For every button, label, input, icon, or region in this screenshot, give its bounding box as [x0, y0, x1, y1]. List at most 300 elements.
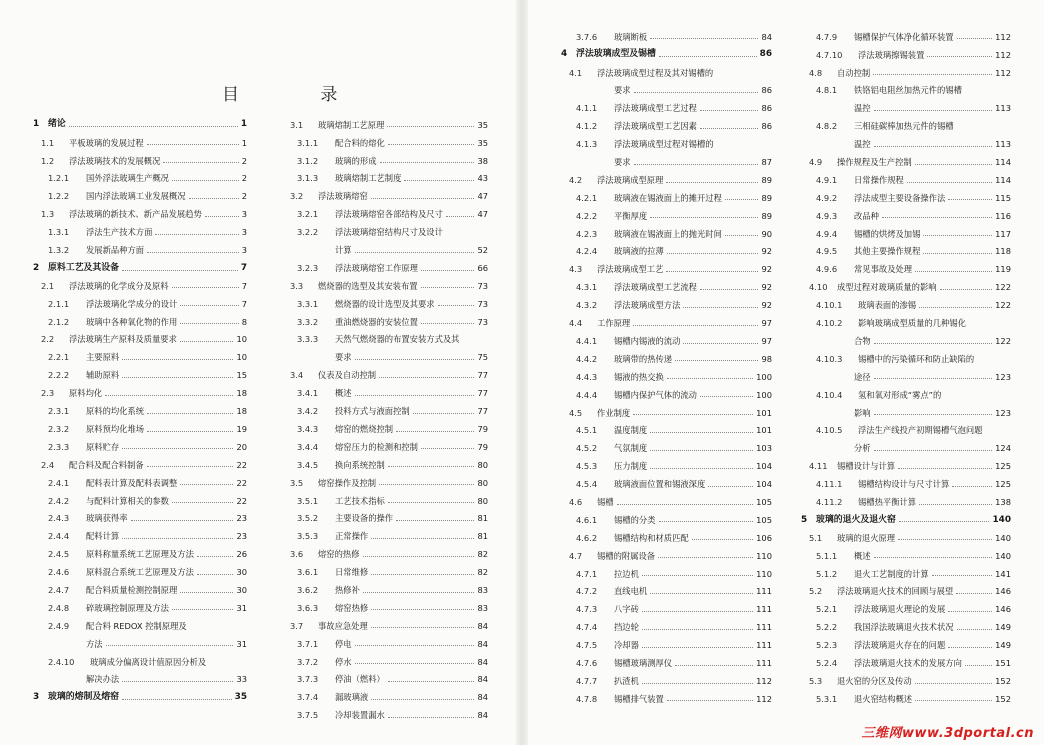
toc-entry[interactable] [33, 116, 247, 134]
toc-entry-number: 3.4.4 [297, 441, 319, 452]
toc-entry[interactable] [801, 261, 1011, 279]
toc-entry-title: 配合料的熔化 [335, 137, 385, 148]
toc-entry[interactable] [801, 636, 1011, 654]
toc-entry-page: 73 [477, 280, 488, 291]
toc-entry[interactable] [801, 153, 1011, 171]
toc-entry[interactable] [33, 671, 247, 689]
toc-entry-number: 3.1.1 [297, 137, 319, 148]
toc-entry[interactable] [561, 690, 772, 708]
toc-entry[interactable] [561, 547, 772, 565]
dot-leader [180, 592, 233, 593]
toc-entry-title: 浮法玻璃的新技术、新产品发展趋势 [69, 209, 202, 220]
toc-entry-number: 5.2.1 [816, 604, 838, 615]
toc-entry-number: 5.2.2 [816, 622, 838, 633]
toc-entry[interactable] [33, 492, 247, 510]
toc-entry-page: 122 [995, 335, 1011, 346]
toc-entry-title: 氢和氧对形成“雾点”的 [858, 389, 942, 400]
toc-entry[interactable] [282, 671, 488, 689]
toc-entry-title: 日常维修 [335, 567, 369, 578]
toc-entry[interactable] [33, 689, 247, 707]
toc-entry[interactable] [33, 313, 247, 331]
toc-entry-title: 平板玻璃的发展过程 [69, 137, 144, 148]
toc-entry[interactable] [561, 654, 772, 672]
toc-entry-title: 浮法玻璃化学成分的设计 [86, 298, 178, 309]
toc-entry-page: 20 [236, 441, 247, 452]
toc-entry-page: 101 [756, 407, 772, 418]
toc-entry[interactable] [561, 189, 772, 207]
toc-entry-title: 退火窑结构概述 [854, 693, 913, 704]
toc-entry-number: 3.6.3 [297, 602, 319, 613]
toc-entry[interactable] [282, 134, 488, 152]
toc-entry[interactable] [33, 277, 247, 295]
toc-entry-title: 铁铬铝电阻丝加热元件的锡槽 [854, 85, 962, 96]
toc-entry-title: 平衡厚度 [614, 210, 648, 221]
toc-entry-title: 锡槽玻璃测厚仪 [614, 657, 673, 668]
toc-entry-number: 4.11.1 [816, 479, 843, 490]
toc-entry[interactable] [282, 170, 488, 188]
toc-entry[interactable] [282, 420, 488, 438]
toc-title: 目 录 [222, 85, 376, 105]
toc-column-3 [561, 28, 772, 708]
toc-entry[interactable] [33, 527, 247, 545]
toc-entry-page: 112 [995, 49, 1011, 60]
toc-entry-number: 1 [33, 119, 40, 130]
toc-entry[interactable] [801, 529, 1011, 547]
toc-entry-title: 作业制度 [597, 407, 631, 418]
toc-entry-page: 111 [756, 657, 772, 668]
toc-entry[interactable] [282, 402, 488, 420]
dot-leader [666, 182, 758, 183]
toc-entry[interactable] [801, 332, 1011, 350]
toc-entry[interactable] [801, 583, 1011, 601]
toc-entry[interactable] [801, 135, 1011, 153]
toc-entry[interactable] [801, 350, 1011, 368]
toc-entry-number: 4.8.2 [816, 121, 838, 132]
toc-entry-title: 玻璃成分偏离设计值原因分析及 [90, 656, 207, 667]
toc-entry[interactable] [561, 583, 772, 601]
toc-entry[interactable] [282, 277, 488, 295]
toc-entry[interactable] [801, 457, 1011, 475]
toc-entry[interactable] [801, 296, 1011, 314]
toc-entry-number: 3.6.1 [297, 567, 319, 578]
dot-leader [650, 432, 753, 433]
toc-entry-title: 浮法玻璃熔窑工作原理 [335, 262, 418, 273]
toc-entry-page: 47 [477, 191, 488, 202]
toc-entry[interactable] [33, 563, 247, 581]
toc-entry-number: 4.1.2 [576, 121, 598, 132]
toc-entry[interactable] [801, 368, 1011, 386]
toc-entry-page: 47 [477, 209, 488, 220]
dot-leader [650, 468, 753, 469]
toc-entry[interactable] [33, 152, 247, 170]
toc-entry[interactable] [801, 46, 1011, 64]
toc-entry[interactable] [561, 135, 772, 153]
dot-leader [898, 539, 992, 540]
toc-entry[interactable] [282, 474, 488, 492]
dot-leader [919, 307, 992, 308]
toc-entry[interactable] [561, 368, 772, 386]
toc-entry[interactable] [561, 153, 772, 171]
toc-entry-page: 100 [756, 371, 772, 382]
toc-entry-number: 3.1.2 [297, 155, 319, 166]
dot-leader [650, 593, 753, 594]
toc-entry-number: 3.7.1 [297, 638, 319, 649]
toc-entry[interactable] [561, 439, 772, 457]
toc-entry[interactable] [561, 511, 772, 529]
toc-entry[interactable] [33, 545, 247, 563]
toc-entry-title: 分析 [854, 443, 871, 454]
toc-entry-number: 2.4.1 [48, 477, 70, 488]
toc-entry-title: 原料混合系统工艺原理及方法 [86, 567, 194, 578]
toc-entry[interactable] [561, 493, 772, 511]
toc-entry[interactable] [282, 689, 488, 707]
toc-entry[interactable] [33, 241, 247, 259]
toc-entry[interactable] [801, 422, 1011, 440]
toc-entry[interactable] [282, 438, 488, 456]
toc-entry-title: 概述 [854, 550, 871, 561]
toc-entry-page: 77 [477, 388, 488, 399]
toc-entry-page: 23 [236, 531, 247, 542]
toc-entry[interactable] [282, 241, 488, 259]
toc-entry[interactable] [282, 188, 488, 206]
dot-leader [421, 323, 474, 324]
dot-leader [131, 520, 234, 521]
toc-entry[interactable] [282, 581, 488, 599]
toc-entry-page: 113 [995, 139, 1011, 150]
toc-entry-title: 仪表及自动控制 [318, 370, 377, 381]
dot-leader [180, 341, 234, 342]
toc-entry-title: 浮法玻璃熔窑各部结构及尺寸 [335, 209, 443, 220]
toc-entry-title: 绪论 [48, 119, 66, 130]
toc-entry-page: 92 [761, 264, 772, 275]
toc-entry[interactable] [282, 384, 488, 402]
toc-entry[interactable] [33, 438, 247, 456]
toc-entry[interactable] [561, 529, 772, 547]
dot-leader [388, 144, 475, 145]
toc-entry-page: 118 [995, 246, 1011, 257]
toc-entry[interactable] [561, 171, 772, 189]
toc-entry-page: 83 [477, 584, 488, 595]
toc-entry-number: 4.9.2 [816, 192, 838, 203]
toc-entry[interactable] [33, 510, 247, 528]
toc-entry-title: 浮法玻璃的化学成分及原料 [69, 280, 169, 291]
toc-entry-number: 4.5.4 [576, 479, 598, 490]
dot-leader [873, 74, 992, 75]
toc-entry-number: 1.3.2 [48, 245, 70, 256]
toc-entry-number: 4.4 [569, 318, 583, 329]
toc-entry-page: 79 [477, 441, 488, 452]
dot-leader [446, 216, 475, 217]
toc-entry[interactable] [561, 457, 772, 475]
toc-entry-number: 4.5.3 [576, 461, 598, 472]
dot-leader [379, 377, 474, 378]
toc-entry[interactable] [561, 46, 772, 64]
toc-entry-title: 玻璃的退火及退火窑 [816, 514, 896, 525]
toc-entry[interactable] [801, 565, 1011, 583]
toc-entry-title: 合物 [854, 335, 871, 346]
toc-entry[interactable] [561, 601, 772, 619]
toc-entry[interactable] [561, 350, 772, 368]
toc-entry-title: 锡槽的附属设备 [597, 550, 656, 561]
toc-entry-title: 配料表计算及配料表调整 [86, 477, 178, 488]
toc-entry-page: 84 [477, 674, 488, 685]
toc-entry[interactable] [282, 635, 488, 653]
toc-entry[interactable] [561, 100, 772, 118]
toc-entry-page: 125 [995, 479, 1011, 490]
toc-entry[interactable] [561, 565, 772, 583]
dot-leader [155, 234, 238, 235]
toc-entry[interactable] [561, 636, 772, 654]
toc-entry[interactable] [801, 690, 1011, 708]
dot-leader [371, 574, 474, 575]
toc-entry[interactable] [561, 422, 772, 440]
toc-entry-title: 锡槽内锡液的流动 [614, 335, 681, 346]
toc-entry[interactable] [801, 171, 1011, 189]
toc-entry[interactable] [801, 547, 1011, 565]
dot-leader [172, 180, 239, 181]
toc-entry-number: 4.7.5 [576, 640, 598, 651]
toc-entry[interactable] [801, 672, 1011, 690]
toc-entry[interactable] [282, 205, 488, 223]
toc-entry-page: 80 [477, 459, 488, 470]
toc-entry-page: 38 [477, 155, 488, 166]
toc-entry[interactable] [801, 28, 1011, 46]
dot-leader [927, 56, 992, 57]
toc-entry-number: 5.2.3 [816, 640, 838, 651]
toc-entry[interactable] [801, 654, 1011, 672]
toc-entry-number: 4.2.3 [576, 228, 598, 239]
toc-entry[interactable] [282, 116, 488, 134]
toc-entry[interactable] [282, 527, 488, 545]
toc-entry[interactable] [282, 456, 488, 474]
toc-entry[interactable] [801, 82, 1011, 100]
toc-entry[interactable] [561, 314, 772, 332]
toc-entry[interactable] [33, 599, 247, 617]
toc-entry[interactable] [33, 366, 247, 384]
toc-entry[interactable] [561, 207, 772, 225]
toc-entry-page: 84 [477, 638, 488, 649]
dot-leader [122, 448, 233, 449]
toc-entry[interactable] [801, 475, 1011, 493]
toc-entry-number: 1.3.1 [48, 227, 70, 238]
toc-entry[interactable] [282, 295, 488, 313]
toc-entry-number: 4.10.5 [816, 425, 843, 436]
toc-entry[interactable] [801, 511, 1011, 529]
toc-entry-title: 玻璃液面位置和锡液深度 [614, 479, 706, 490]
toc-entry-page: 111 [756, 622, 772, 633]
toc-entry[interactable] [561, 117, 772, 135]
toc-entry[interactable] [561, 261, 772, 279]
toc-entry-title: 锡槽结构设计与尺寸计算 [858, 479, 950, 490]
toc-entry-page: 124 [995, 443, 1011, 454]
toc-entry[interactable] [282, 492, 488, 510]
dot-leader [147, 431, 233, 432]
toc-entry[interactable] [801, 189, 1011, 207]
toc-entry[interactable] [33, 384, 247, 402]
toc-entry[interactable] [33, 205, 247, 223]
toc-entry[interactable] [282, 653, 488, 671]
dot-leader [180, 323, 238, 324]
toc-entry[interactable] [33, 635, 247, 653]
toc-entry-page: 80 [477, 477, 488, 488]
toc-entry[interactable] [282, 510, 488, 528]
toc-entry[interactable] [801, 493, 1011, 511]
toc-entry[interactable] [801, 117, 1011, 135]
dot-leader [952, 486, 992, 487]
toc-entry[interactable] [561, 64, 772, 82]
dot-leader [692, 539, 753, 540]
toc-entry[interactable] [282, 545, 488, 563]
toc-entry[interactable] [801, 601, 1011, 619]
toc-entry-number: 4.9.1 [816, 174, 838, 185]
dot-leader [388, 466, 475, 467]
toc-entry-number: 2.4.8 [48, 602, 70, 613]
toc-entry[interactable] [282, 331, 488, 349]
toc-entry[interactable] [801, 439, 1011, 457]
toc-entry[interactable] [33, 420, 247, 438]
toc-entry[interactable] [33, 653, 247, 671]
toc-entry[interactable] [801, 314, 1011, 332]
toc-entry-page: 73 [477, 298, 488, 309]
toc-entry[interactable] [282, 259, 488, 277]
toc-entry-number: 2.4.2 [48, 495, 70, 506]
toc-entry-page: 110 [756, 550, 772, 561]
toc-entry[interactable] [561, 296, 772, 314]
toc-entry[interactable] [561, 225, 772, 243]
dot-leader [197, 574, 234, 575]
toc-entry[interactable] [282, 563, 488, 581]
toc-entry-number: 4.4.3 [576, 371, 598, 382]
toc-entry[interactable] [561, 618, 772, 636]
toc-entry[interactable] [561, 404, 772, 422]
dot-leader [667, 378, 753, 379]
toc-entry-number: 3.7.3 [297, 674, 319, 685]
toc-entry[interactable] [801, 64, 1011, 82]
toc-entry-title: 计算 [335, 245, 352, 256]
toc-entry[interactable] [33, 349, 247, 367]
toc-entry-title: 成型过程对玻璃质量的影响 [837, 282, 937, 293]
toc-entry[interactable] [33, 295, 247, 313]
toc-entry-page: 111 [756, 586, 772, 597]
toc-entry-number: 4.5 [569, 407, 583, 418]
toc-entry-page: 112 [756, 675, 772, 686]
toc-entry[interactable] [282, 366, 488, 384]
toc-entry[interactable] [801, 225, 1011, 243]
toc-entry[interactable] [33, 188, 247, 206]
toc-entry[interactable] [33, 170, 247, 188]
toc-entry[interactable] [282, 349, 488, 367]
toc-entry-number: 3.4 [290, 370, 304, 381]
toc-entry[interactable] [801, 100, 1011, 118]
toc-entry-number: 2.4.3 [48, 513, 70, 524]
toc-entry-page: 82 [477, 549, 488, 560]
toc-entry-number: 4.7.1 [576, 568, 598, 579]
toc-entry[interactable] [282, 706, 488, 724]
toc-entry[interactable] [282, 152, 488, 170]
toc-entry-number: 3.1 [290, 119, 304, 130]
toc-entry[interactable] [801, 207, 1011, 225]
toc-entry-number: 1.2.2 [48, 191, 70, 202]
toc-entry-title: 原料工艺及其设备 [48, 262, 119, 273]
toc-entry-title: 直线电机 [614, 586, 648, 597]
toc-entry[interactable] [33, 134, 247, 152]
dot-leader [147, 252, 239, 253]
toc-entry-number: 4.1 [569, 67, 583, 78]
toc-entry-number: 3.7.5 [297, 710, 319, 721]
toc-entry-title: 配合料质量检测控制原理 [86, 584, 178, 595]
toc-entry[interactable] [33, 474, 247, 492]
toc-entry[interactable] [561, 386, 772, 404]
toc-entry[interactable] [561, 672, 772, 690]
dot-leader [642, 683, 753, 684]
toc-entry-number: 4.3 [569, 264, 583, 275]
toc-entry[interactable] [33, 581, 247, 599]
toc-entry[interactable] [801, 618, 1011, 636]
toc-entry-page: 26 [236, 549, 247, 560]
toc-entry[interactable] [561, 475, 772, 493]
toc-entry[interactable] [33, 456, 247, 474]
toc-entry[interactable] [801, 278, 1011, 296]
dot-leader [371, 627, 475, 628]
toc-entry[interactable] [33, 402, 247, 420]
toc-entry-number: 4.7.2 [576, 586, 598, 597]
dot-leader [948, 611, 992, 612]
toc-entry-page: 73 [477, 316, 488, 327]
toc-entry-number: 3.2.1 [297, 209, 319, 220]
toc-entry[interactable] [561, 82, 772, 100]
toc-entry-number: 5 [801, 514, 808, 525]
toc-entry-page: 140 [995, 532, 1011, 543]
dot-leader [122, 270, 238, 271]
toc-entry-page: 140 [995, 550, 1011, 561]
toc-entry-title: 我国浮法玻璃退火技术状况 [854, 622, 954, 633]
toc-entry[interactable] [801, 386, 1011, 404]
toc-entry[interactable] [282, 599, 488, 617]
toc-entry[interactable] [561, 278, 772, 296]
toc-entry-number: 4.9.6 [816, 264, 838, 275]
toc-entry[interactable] [282, 313, 488, 331]
toc-entry[interactable] [33, 223, 247, 241]
toc-entry-number: 4.9.3 [816, 210, 838, 221]
toc-entry-page: 105 [756, 514, 772, 525]
toc-entry[interactable] [801, 404, 1011, 422]
toc-entry-title: 拉边机 [614, 568, 639, 579]
toc-entry-page: 80 [477, 495, 488, 506]
toc-entry-number: 5.3 [809, 675, 823, 686]
dot-leader [700, 396, 753, 397]
toc-entry[interactable] [282, 617, 488, 635]
toc-entry-number: 4.7.10 [816, 49, 843, 60]
dot-leader [882, 217, 992, 218]
toc-entry[interactable] [33, 331, 247, 349]
toc-entry-page: 149 [995, 622, 1011, 633]
toc-entry-page: 3 [241, 227, 247, 238]
toc-entry-page: 86 [761, 85, 772, 96]
toc-entry-number: 5.1.2 [816, 568, 838, 579]
toc-entry[interactable] [561, 28, 772, 46]
toc-entry[interactable] [33, 617, 247, 635]
toc-entry[interactable] [561, 332, 772, 350]
toc-entry-title: 玻璃的形成 [335, 155, 377, 166]
toc-entry-page: 2 [241, 155, 247, 166]
toc-entry[interactable] [33, 259, 247, 277]
toc-entry-page: 35 [234, 691, 247, 702]
toc-entry[interactable] [801, 243, 1011, 261]
toc-entry[interactable] [561, 243, 772, 261]
dot-leader [923, 235, 992, 236]
toc-entry[interactable] [282, 223, 488, 241]
dot-leader [180, 305, 238, 306]
